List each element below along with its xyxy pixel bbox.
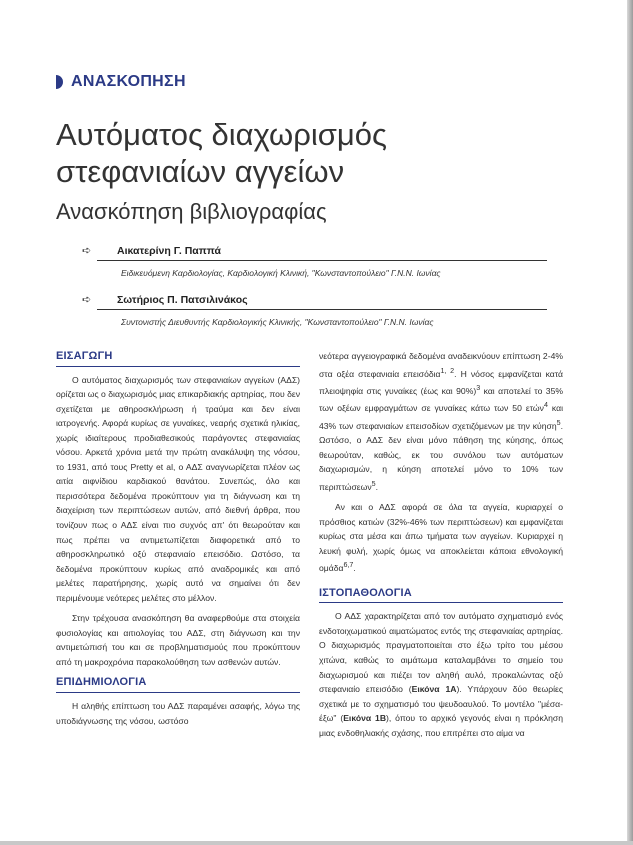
text-run: Ο ΑΔΣ χαρακτηρίζεται από τον αυτόματο σχηματισμό ενός ενδοτοιχωματικού αιματώματος εντός της στεφανιαίας αρτηρίας. Ο διαχωρισμός πραγματοποιείται στο έξω τρίτο του μέσου χιτώνα, καθώς το αιμάτωμα καταλαμβάνει το σημείο του διαχωρισμού και πιέζει τον αληθή αυλό, προκαλώντας οξύ στεφανιαίο επεισόδιο ( (319, 611, 563, 695)
text-run: . Η νόσος εμφανίζεται κατά πλειοψηφία στις γυναίκες (έως και 90%) (319, 368, 563, 396)
left-column (56, 349, 300, 734)
heading-introduction: ΕΙΣΑΓΩΓΗ (56, 349, 300, 367)
citation-ref: 4 (543, 401, 548, 410)
title-line-2: στεφανιαίων αγγείων (56, 154, 345, 189)
citation-ref: 5 (556, 418, 561, 427)
citation-ref: 6,7 (343, 561, 354, 570)
author-row (82, 244, 547, 261)
intro-paragraph-1: Ο αυτόματος διαχωρισμός των στεφανιαίων αγγείων (ΑΔΣ) ορίζεται ως ο διαχωρισμός μιας επικαρδιακής αρτηρίας, που δεν σχετίζεται με αθηροσκλήρωση ή τραύμα και δεν είναι ιατρογενής. Αφορά κυρίως σε γυναίκες, νεαρής σχετικά ηλικίας, χωρίς ιδιαίτερους προδιαθεσικούς παράγοντες στεφανιαίας νόσου. Αρκετά χρόνια μετά την πρώτη ανακάλυψη της νόσου, το 1931, από τους Pretty et al, ο ΑΔΣ αναγνωρίζεται πλέον ως αιτία αιφνίδιου καρδιακού θανάτου. Συνεπώς, όλο και περισσότερα δεδομένα προκύπτουν για τη διάγνωση και τη διαχείριση των περιπτώσεων αυτών, από διεθνή άρθρα, που τονίζουν πως ο ΑΔΣ είναι πιο συχνός απ' ότι θεωρούταν και πως πρέπει να αντιμετωπίζεται διαφορετικά από το αθηροσκληρωτικό οξύ στεφανιαίο επεισόδιο. Ωστόσο, τα δεδομένα προκύπτουν κυρίως από αναδρομικές και από μελέτες παρατήρησης, χωρίς αυτό να σημαίνει ότι δεν περιμένουμε νεότερες μελέτες στο μέλλον. (56, 374, 300, 603)
citation-ref: 3 (476, 383, 481, 392)
epidemiology-paragraph-1: Η αληθής επίπτωση του ΑΔΣ παραμένει ασαφής, λόγω της υποδιάγνωσης της νόσου, ωστόσο (56, 701, 300, 726)
text-run: και 43% των στεφανιαίων επεισοδίων σχετιζόμενων με την κύηση (319, 403, 563, 431)
article-subtitle: Ανασκόπηση βιβλιογραφίας (56, 199, 327, 224)
figure-ref-1b: Εικόνα 1Β (343, 713, 387, 724)
author-row (82, 293, 547, 310)
author-block-1 (82, 244, 547, 278)
heading-epidemiology: ΕΠΙΔΗΜΙΟΛΟΓΙΑ (56, 675, 300, 693)
page-edge-shadow (627, 0, 633, 845)
author-arrow-icon: ➪ (82, 245, 92, 257)
citation-ref: 1, 2 (440, 366, 455, 375)
intro-paragraph-2: Στην τρέχουσα ανασκόπηση θα αναφερθούμε στα στοιχεία φυσιολογίας και αιτιολογίας του ΑΔΣ, στη διάγνωση και την αντιμετώπισή του και σε προβληματισμούς που προκύπτουν από τη μακροχρόνια παρακολούθηση των ασθενών αυτών. (56, 613, 300, 667)
histopathology-paragraph-1 (319, 609, 563, 740)
section-label: ΑΝΑΣΚΟΠΗΣΗ (71, 73, 186, 90)
section-marker-icon (56, 75, 63, 89)
page-bottom-edge (0, 841, 633, 845)
right-column (319, 349, 563, 746)
citation-ref: 5 (371, 479, 376, 488)
figure-ref-1a: Εικόνα 1Α (411, 684, 457, 695)
article-title (56, 116, 576, 190)
author-arrow-icon: ➪ (82, 294, 92, 306)
text-run: ), όπου το αρχικό γεγονός είναι η πρόκληση μιας ενδοθηλιακής σχάσης, που επιτρέπει στο αίμα να (319, 713, 563, 738)
author-name: Αικατερίνη Γ. Παππά (117, 244, 221, 257)
text-run: . (375, 481, 378, 492)
section-tag (56, 73, 186, 91)
text-run: Αν και ο ΑΔΣ αφορά σε όλα τα αγγεία, κυριαρχεί ο πρόσθιος κατιών (32%-46% των περιπτώσεων) και εμφανίζεται κυρίως στα μέσα και άπω τμήματα των αγγείων. Κυριαρχεί η λευκή φυλή, χωρίς όμως να αποκλείεται κάποια εθνολογική ομάδα (319, 502, 563, 574)
text-run: ). Υπάρχουν δύο θεωρίες σχετικά με το σχηματισμό του ψευδοαυλού. Το μοντέλο "μέσα- έξω" ( (319, 684, 563, 724)
text-run: . (353, 563, 356, 574)
epidemiology-paragraph-2 (319, 500, 563, 576)
author-block-2 (82, 293, 547, 327)
author-affiliation: Συντονιστής Διευθυντής Καρδιολογικής Κλινικής, "Κωνσταντοπούλειο" Γ.Ν.Ν. Ιωνίας (121, 317, 434, 327)
author-name: Σωτήριος Π. Πατσιλινάκος (117, 293, 248, 306)
text-run: . Ωστόσο, ο ΑΔΣ δεν είναι μόνο πάθηση της κύησης, όπως θεωρούταν, καθώς, εκ του συνόλου των αυτόματων διαχωρισμών, η κύηση αποτελεί μόνο το 10% των περιπτώσεων (319, 420, 563, 492)
author-affiliation: Ειδικευόμενη Καρδιολογίας, Καρδιολογική Κλινική, "Κωνσταντοπούλειο" Γ.Ν.Ν. Ιωνίας (121, 268, 441, 278)
title-line-1: Αυτόματος διαχωρισμός (56, 117, 387, 152)
text-run: νεότερα αγγειογραφικά δεδομένα αναδεικνύουν επίπτωση 2-4% στα οξέα στεφανιαία επεισόδια (319, 351, 563, 379)
text-run: και αποτελεί το 35% των οξέων εμφραγμάτων σε γυναίκες κάτω των 50 ετών (319, 385, 563, 414)
epidemiology-paragraph-1-continued (319, 349, 563, 494)
heading-histopathology: ΙΣΤΟΠΑΘΟΛΟΓΙΑ (319, 586, 563, 604)
